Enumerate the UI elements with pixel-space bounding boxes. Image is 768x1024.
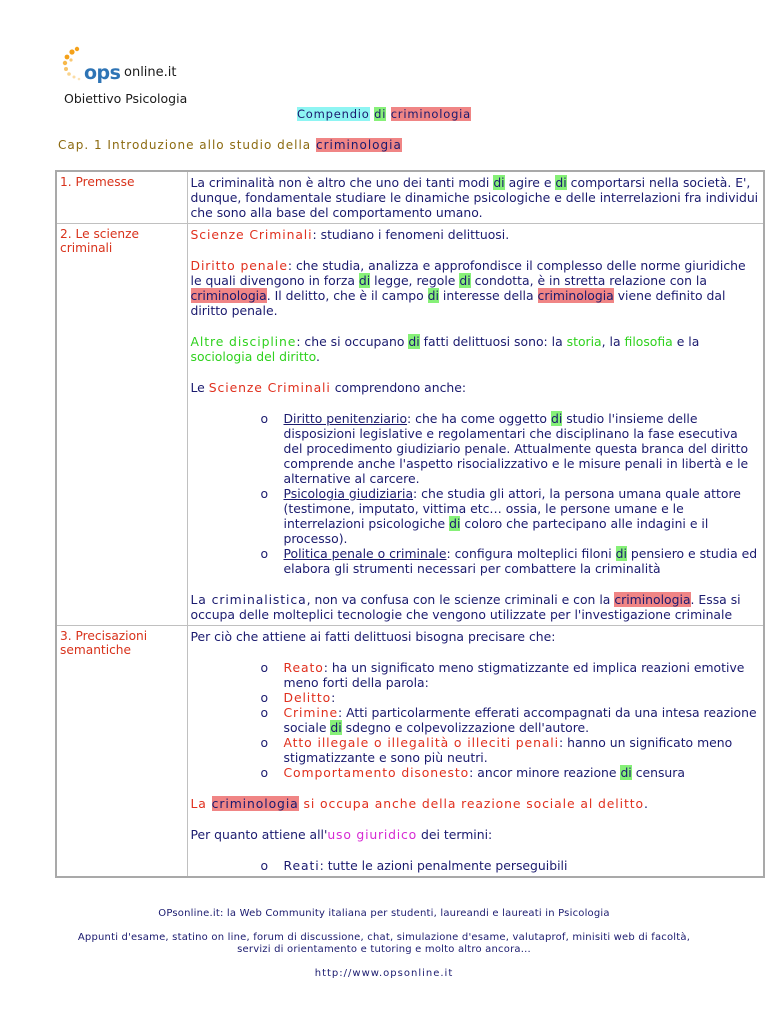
- list-item: o Diritto penitenziario: che ha come oggetto di studio l'insieme delle disposizioni legislative e regolamentari che disciplinano la fase esecutiva del procedimento giudiziario penale. Attualmente questa branca del diritto comprende anche l'aspetto risocializzativo e le misure penali in libertà e le alternative al carcere.: [245, 411, 761, 486]
- title-word-di: di: [374, 107, 387, 121]
- list-item: o Reato: ha un significato meno stigmatizzante ed implica reazioni emotive meno forti della parola:: [245, 660, 761, 690]
- politica-penale-link[interactable]: Politica penale o criminale: [283, 546, 447, 561]
- footer-services: Appunti d'esame, statino on line, forum di discussione, chat, simulazione d'esame, valutaprof, minisiti web di facoltà, servizi di orientamento e tutoring e molto altro ancora...: [77, 932, 691, 955]
- paragraph-intro: Per ciò che attiene ai fatti delittuosi bisogna precisare che:: [190, 629, 556, 644]
- row-label: 1. Premesse: [56, 171, 187, 224]
- premesse-text: La criminalità non è altro che uno dei tanti modi di agire e di comportarsi nella società. E', dunque, fondamentale studiare le dinamiche psicologiche e delle interrelazioni fra individui che sono alla base del comportamento umano.: [190, 175, 759, 220]
- psicologia-giudiziaria-link[interactable]: Psicologia giudiziaria: [283, 486, 414, 501]
- chapter-title: [58, 138, 402, 152]
- diritto-penitenziario-link[interactable]: Diritto penitenziario: [283, 411, 408, 426]
- paragraph-altre-discipline: Altre discipline: che si occupano di fatti delittuosi sono: la storia, la filosofia e la sociologia del diritto.: [190, 334, 700, 364]
- paragraph-criminalistica: La criminalistica, non va confusa con le scienze criminali e con la criminologia. Essa si occupa delle molteplici tecnologie che vengono utilizzate per l'investigazione criminale: [190, 592, 741, 622]
- footer-url-link[interactable]: http://www.opsonline.it: [314, 968, 454, 979]
- logo-brand-bold: ops: [84, 62, 121, 84]
- footer-tagline: OPsonline.it: la Web Community italiana per studenti, laureandi e laureati in Psicologia: [158, 908, 610, 919]
- paragraph-comprendono: Le Scienze Criminali comprendono anche:: [190, 380, 467, 395]
- list-item: o Crimine: Atti particolarmente efferati accompagnati da una intesa reazione sociale di sdegno e colpevolizzazione dell'autore.: [245, 705, 761, 735]
- table-row: [56, 224, 764, 626]
- list-item: o Atto illegale o illegalità o illeciti penali: hanno un significato meno stigmatizzante e sono più neutri.: [245, 735, 761, 765]
- list-item: o Politica penale o criminale: configura molteplici filoni di pensiero e studia ed elabora gli strumenti necessari per combattere la criminalità: [245, 546, 761, 576]
- list-item: o Psicologia giudiziaria: che studia gli attori, la persona umana quale attore (testimone, imputato, vittima etc… ossia, le persone umane e le interrelazioni psicologiche di coloro che partecipano alle indagini e il processo).: [245, 486, 761, 546]
- row-content: [187, 171, 764, 224]
- chapter-title-text: Cap. 1 Introduzione allo studio della: [58, 138, 312, 152]
- row-label: 2. Le scienze criminali: [56, 224, 187, 626]
- list-item: o Reati: tutte le azioni penalmente perseguibili: [245, 858, 761, 873]
- title-word-compendio: Compendio: [296, 107, 370, 121]
- logo-brand-rest: online.it: [124, 65, 177, 80]
- paragraph-reazione-sociale: La criminologia si occupa anche della reazione sociale al delitto.: [190, 796, 648, 811]
- paragraph-scienze-criminali: Scienze Criminali: studiano i fenomeni delittuosi.: [190, 227, 510, 242]
- list-item: o Comportamento disonesto: ancor minore reazione di censura: [245, 765, 761, 780]
- chapter-title-highlight: criminologia: [316, 138, 402, 152]
- scienze-criminali-list: [245, 411, 761, 576]
- paragraph-uso-giuridico: Per quanto attiene all'uso giuridico dei termini:: [190, 827, 493, 842]
- row-content: [187, 224, 764, 626]
- terms-list: [245, 660, 761, 780]
- reati-list: [245, 858, 761, 873]
- list-item: o Delitto:: [245, 690, 761, 705]
- paragraph-diritto-penale: Diritto penale: che studia, analizza e approfondisce il complesso delle norme giuridiche le quali divengono in forza di legge, regole di condotta, è in stretta relazione con la criminologia. Il delitto, che è il campo di interesse della criminologia viene definito dal diritto penale.: [190, 258, 746, 318]
- content-table: [55, 170, 765, 878]
- table-row: [56, 171, 764, 224]
- title-word-criminologia: criminologia: [390, 107, 472, 121]
- document-title: [0, 107, 768, 121]
- opsonline-logo: [62, 44, 202, 108]
- logo-subtitle: Obiettivo Psicologia: [64, 91, 188, 106]
- row-label: 3. Precisazioni semantiche: [56, 626, 187, 878]
- row-content: [187, 626, 764, 878]
- table-row: [56, 626, 764, 878]
